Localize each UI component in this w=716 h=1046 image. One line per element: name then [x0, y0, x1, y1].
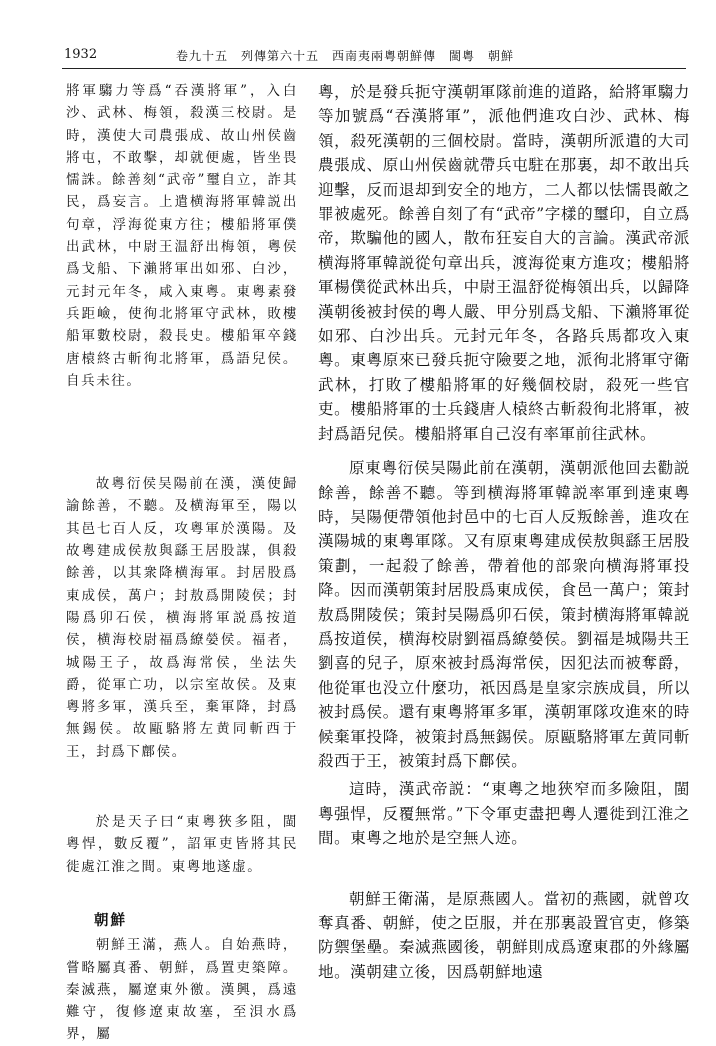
original-text-column: [66, 80, 298, 1046]
paragraph-spacer: [66, 763, 298, 811]
page-header: [0, 0, 716, 64]
translation-paragraph-3: 這時，漢武帝説：“東粵之地狹窄而多險阻，閩粵强悍，反覆無常。”下令軍吏盡把粵人遷徙到江淮之間。東粵之地於是空無人迹。: [318, 780, 690, 848]
paragraph-spacer: [66, 392, 298, 473]
translation-paragraph-4: 朝鮮王衛滿，是原燕國人。當初的燕國，就曾攻奪真番、朝鮮，使之臣服，并在那裏設置官吏，修築防禦堡壘。秦滅燕國後，朝鮮則成爲遼東郡的外緣屬地。漢朝建立後，因爲朝鮮地遠: [318, 889, 690, 981]
header-rule: [62, 68, 686, 69]
translation-paragraph-2: 原東粵衍侯吴陽此前在漢朝，漢朝派他回去勸説餘善，餘善不聽。等到横海將軍韓説率軍到達東粵時，吴陽便帶領他封邑中的七百人反叛餘善，進攻在漢陽城的東粵軍隊。又有原東粵建成侯敖與繇王居股策劃，一起殺了餘善，帶着他的部衆向横海將軍投降。因而漢朝策封居股爲東成侯，食邑一萬户；策封敖爲開陵侯；策封吴陽爲卯石侯，策封横海將軍韓説爲按道侯，横海校尉劉福爲繚嫈侯。劉福是城陽共王劉喜的兒子，原來被封爲海常侯，因犯法而被奪爵，他從軍也没立什麼功，祇因爲是皇家宗族成員，所以被封爲侯。還有東粵將軍多軍，漢朝軍隊攻進來的時候棄軍投降，被策封爲無錫侯。原甌駱將軍左黄同斬殺西于王，被策封爲下鄜侯。: [318, 459, 690, 770]
original-paragraph-3: 於是天子曰“東粵狹多阻，閩粵悍，數反覆”，詔軍吏皆將其民徙處江淮之間。東粵地遂虚。: [66, 814, 298, 875]
paragraph-spacer: [318, 446, 690, 456]
translation-column: [318, 80, 690, 984]
original-paragraph-1: 將軍騶力等爲“吞漢將軍”，入白沙、武林、梅領，殺漢三校尉。是時，漢使大司農張成、故山州侯齒將屯，不敢擊，却就便處，皆坐畏懦誅。餘善刻“武帝”璽自立，詐其民，爲妄言。上遣横海將軍韓説出句章，浮海從東方往；樓船將軍僕出武林，中尉王温舒出梅領，粵侯爲戈船、下瀨將軍出如邪、白沙，元封元年冬，咸入東粵。東粵素發兵距嶮，使徇北將軍守武林，敗樓船軍數校尉，殺長史。樓船軍卒錢唐榬終古斬徇北將軍，爲語兒侯。自兵未往。: [66, 83, 298, 389]
original-paragraph-2: 故粵衍侯吴陽前在漢，漢使歸諭餘善，不聽。及横海軍至，陽以其邑七百人反，攻粵軍於漢陽。及故粵建成侯敖與繇王居股謀，俱殺餘善，以其衆降横海軍。封居股爲東成侯，萬户；封敖爲開陵侯；封陽爲卯石侯，横海將軍説爲按道侯，横海校尉福爲繚嫈侯。福者，城陽王子，故爲海常侯，坐法失爵，從軍亡功，以宗室故侯。及東粵將多軍，漢兵至，棄軍降，封爲無錫侯。故甌駱將左黄同斬西于王，封爲下鄜侯。: [66, 476, 298, 760]
section-title: 朝鮮: [94, 912, 127, 929]
running-title: 卷九十五 列傳第六十五 西南夷兩粵朝鮮傳 閩粵 朝鮮: [176, 49, 515, 63]
page-number: 1932: [64, 47, 98, 62]
paragraph-spacer: [66, 878, 298, 906]
paragraph-spacer: [318, 851, 690, 887]
original-paragraph-4: 朝鮮王滿，燕人。自始燕時，嘗略屬真番、朝鮮，爲置吏築障。秦滅燕，屬遼東外徼。漢興，爲遠難守，復修遼東故塞，至浿水爲界，屬: [66, 937, 298, 1043]
translation-paragraph-1: 粵，於是發兵扼守漢朝軍隊前進的道路，給將軍騶力等加號爲“吞漢將軍”，派他們進攻白沙、武林、梅領，殺死漢朝的三個校尉。當時，漢朝所派遣的大司農張成、原山州侯齒就帶兵屯駐在那裏，却不敢出兵迎擊，反而退却到安全的地方，二人都以怯懦畏敵之罪被處死。餘善自刻了有“武帝”字樣的璽印，自立爲帝，欺騙他的國人，散布狂妄自大的言論。漢武帝派横海將軍韓説從句章出兵，渡海從東方進攻；樓船將軍楊僕從武林出兵，中尉王温舒從梅領出兵，以歸降漢朝後被封侯的粵人嚴、甲分别爲戈船、下瀨將軍從如邪、白沙出兵。元封元年冬，各路兵馬都攻入東粵。東粵原來已發兵扼守險要之地，派徇北將軍守衛武林，打敗了樓船將軍的好幾個校尉，殺死一些官吏。樓船將軍的士兵錢唐人榬終古斬殺徇北將軍，被封爲語兒侯。樓船將軍自己沒有率軍前往武林。: [318, 83, 690, 443]
